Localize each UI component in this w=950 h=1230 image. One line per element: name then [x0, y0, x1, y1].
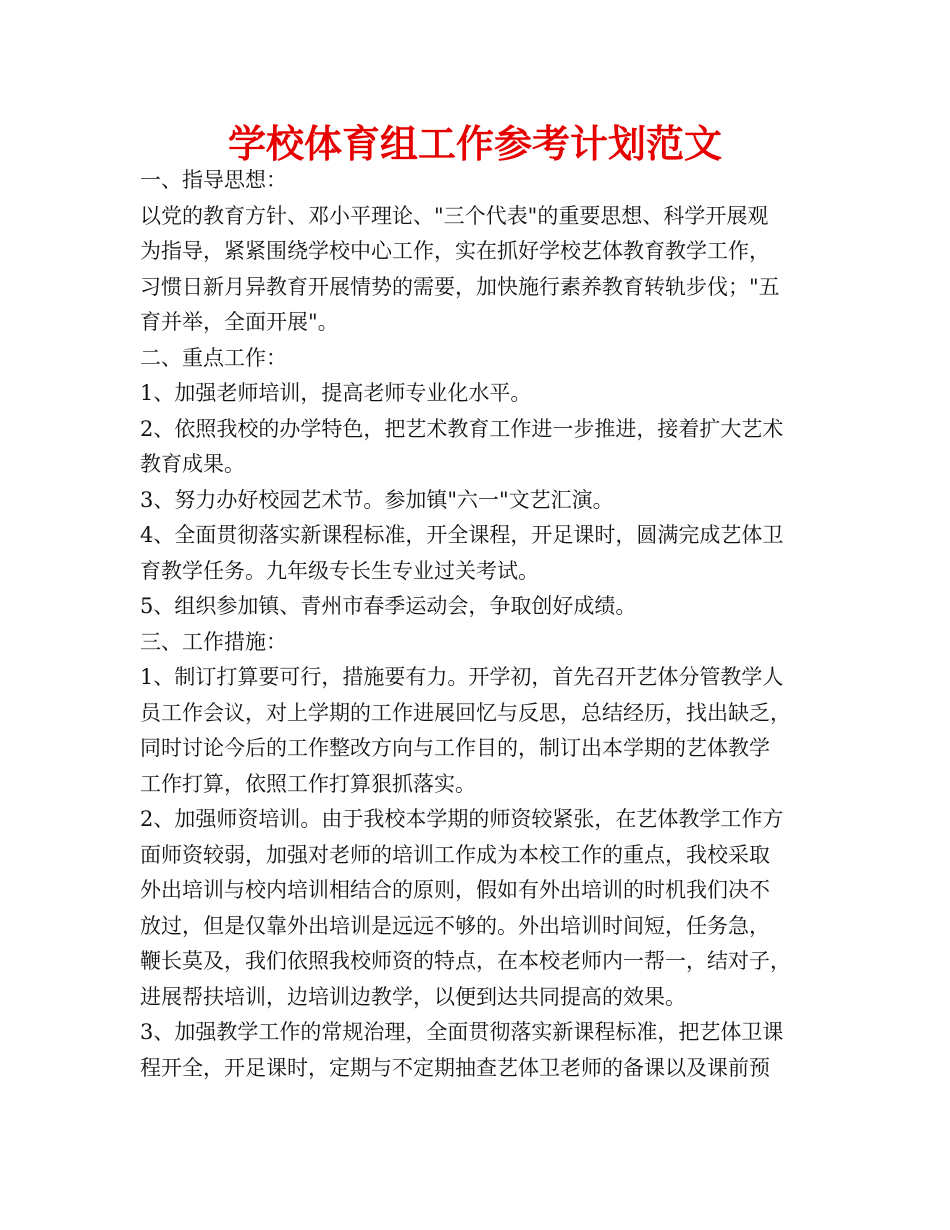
body-line: 育并举，全面开展"。 [140, 310, 339, 334]
body-line: 2、依照我校的办学特色，把艺术教育工作进一步推进，接着扩大艺术 [140, 416, 784, 441]
body-line: 放过，但是仅靠外出培训是远远不够的。外出培训时间短，任务急， [140, 913, 770, 938]
body-line: 以党的教育方针、邓小平理论、"三个代表"的重要思想、科学开展观 [140, 203, 769, 228]
body-line: 员工作会议，对上学期的工作进展回忆与反思，总结经历，找出缺乏， [140, 700, 791, 725]
body-line: 外出培训与校内培训相结合的原则，假如有外出培训的时机我们决不 [140, 878, 770, 902]
body-line: 1、加强老师培训，提高老师专业化水平。 [140, 381, 532, 405]
body-line: 习惯日新月异教育开展情势的需要，加快施行素养教育转轨步伐；"五 [140, 274, 780, 299]
body-line: 面师资较弱，加强对老师的培训工作成为本校工作的重点，我校采取 [140, 842, 770, 867]
body-line: 三、工作措施： [140, 629, 287, 654]
body-line: 二、重点工作： [140, 345, 287, 370]
body-line: 进展帮扶培训，边培训边教学，以便到达共同提高的效果。 [140, 984, 686, 1009]
body-line: 5、组织参加镇、青州市春季运动会，争取创好成绩。 [140, 594, 637, 618]
body-line: 3、加强教学工作的常规治理，全面贯彻落实新课程标准，把艺体卫课 [140, 1020, 784, 1044]
body-line: 3、努力办好校园艺术节。参加镇"六一"文艺汇演。 [140, 487, 614, 512]
body-line: 育教学任务。九年级专长生专业过关考试。 [140, 558, 539, 583]
body-line: 程开全，开足课时，定期与不定期抽查艺体卫老师的备课以及课前预 [140, 1055, 770, 1080]
body-line: 2、加强师资培训。由于我校本学期的师资较紧张，在艺体教学工作方 [140, 807, 784, 831]
body-line: 4、全面贯彻落实新课程标准，开全课程，开足课时，圆满完成艺体卫 [140, 523, 784, 547]
body-line: 一、指导思想： [140, 168, 287, 192]
document-title: 学校体育组工作参考计划范文 [227, 122, 722, 166]
document-body [140, 163, 820, 1086]
body-line: 1、制订打算要可行，措施要有力。开学初，首先召开艺体分管教学人 [140, 665, 784, 689]
body-line: 教育成果。 [140, 452, 245, 476]
body-line: 同时讨论今后的工作整改方向与工作目的，制订出本学期的艺体教学 [140, 736, 770, 760]
body-line: 鞭长莫及，我们依照我校师资的特点，在本校老师内一帮一，结对子， [140, 949, 791, 973]
body-line: 为指导，紧紧围绕学校中心工作，实在抓好学校艺体教育教学工作， [140, 239, 770, 263]
body-line: 工作打算，依照工作打算狠抓落实。 [140, 771, 476, 796]
